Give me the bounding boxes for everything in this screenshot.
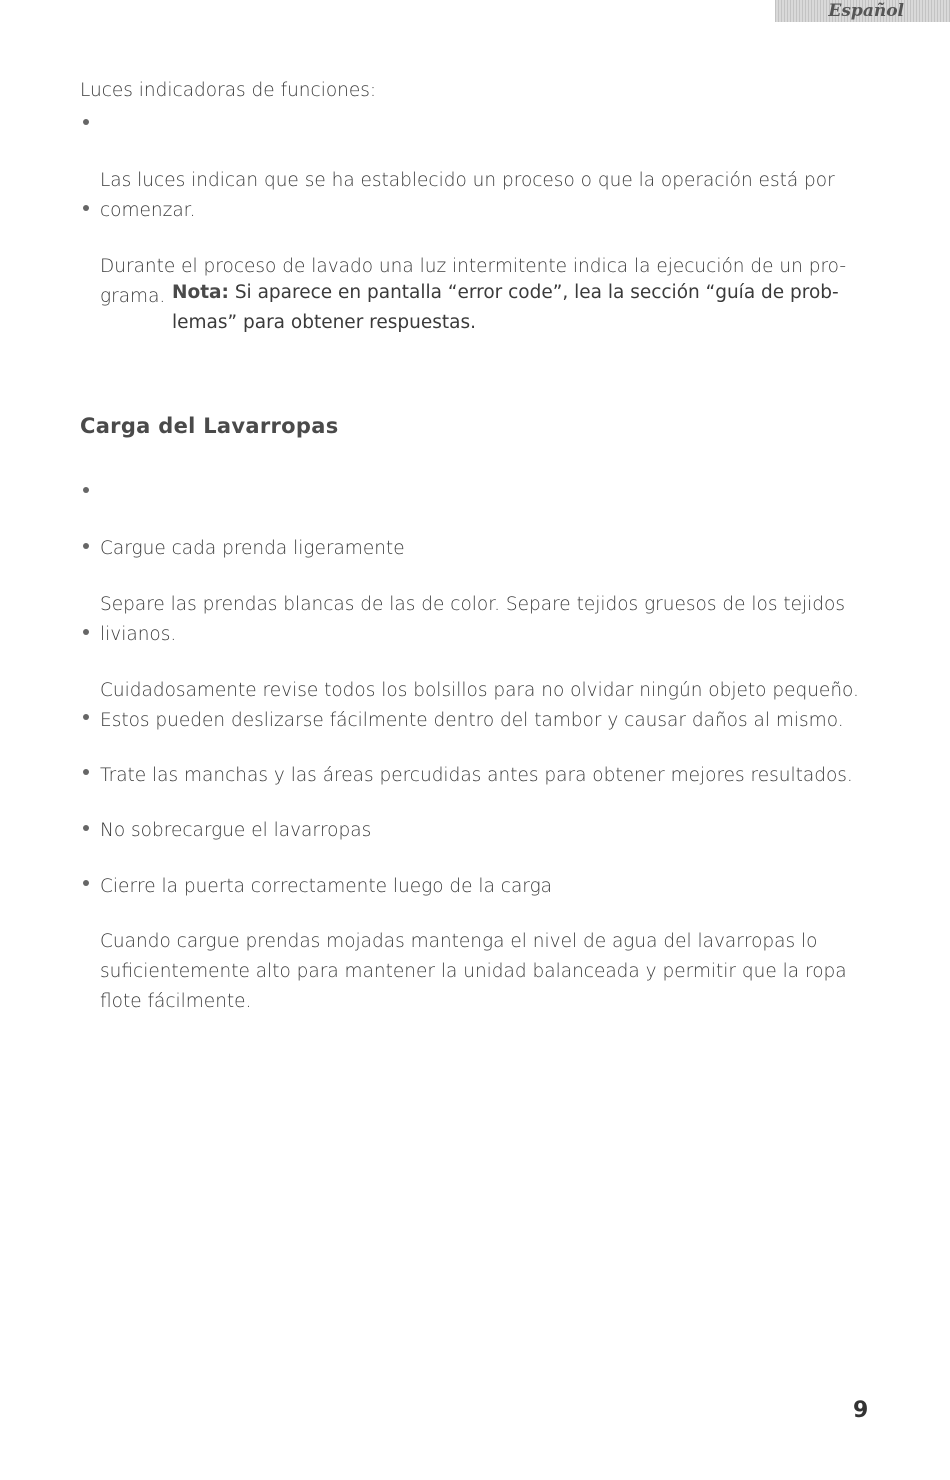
- list-item-text: Cierre la puerta correctamente luego de la carga: [100, 876, 553, 897]
- list-item-text: Trate las manchas y las áreas percudidas antes para obtener mejores resultados.: [100, 765, 853, 786]
- bullet-dot-icon: [83, 205, 89, 211]
- list-item-text: Durante el proceso de lavado una luz intermitente indica la ejecución de un pro- grama.: [100, 256, 847, 307]
- list-item-text: Cuando cargue prendas mojadas mantenga el nivel de agua del lavarropas lo suficientemente alto para mantener la unidad balanceada y permitir que la ropa flote fácilmente.: [100, 931, 847, 1012]
- list-item: [80, 867, 880, 1047]
- note-label: Nota:: [172, 282, 229, 303]
- list-item-text: Cuidadosamente revise todos los bolsillos para no olvidar ningún objeto pequeño. Estos pueden deslizarse fácilmente dentro del tambor y causar daños al mismo.: [100, 680, 859, 731]
- indicator-intro: Luces indicadoras de funciones:: [80, 80, 377, 101]
- bullet-dot-icon: [83, 825, 89, 831]
- bullet-dot-icon: [83, 543, 89, 549]
- bullet-dot-icon: [83, 769, 89, 775]
- bullet-dot-icon: [83, 880, 89, 886]
- list-item-text: Cargue cada prenda ligeramente: [100, 538, 405, 559]
- bullet-dot-icon: [83, 629, 89, 635]
- bullet-dot-icon: [83, 119, 89, 125]
- bullet-dot-icon: [83, 487, 89, 493]
- list-item-text: Separe las prendas blancas de las de color. Separe tejidos gruesos de los tejidos livianos.: [100, 594, 845, 645]
- list-item-text: No sobrecargue el lavarropas: [100, 820, 372, 841]
- section-heading: Carga del Lavarropas: [80, 414, 339, 438]
- note-text: Si aparece en pantalla “error code”, lea la sección “guía de prob- lemas” para obtener respuestas.: [172, 282, 839, 333]
- page-number: 9: [853, 1398, 869, 1423]
- note-block: [172, 278, 872, 338]
- bullet-dot-icon: [83, 714, 89, 720]
- list-item-text: Las luces indican que se ha establecido un proceso o que la operación está por comenzar.: [100, 170, 835, 221]
- language-tab: Español: [775, 0, 950, 22]
